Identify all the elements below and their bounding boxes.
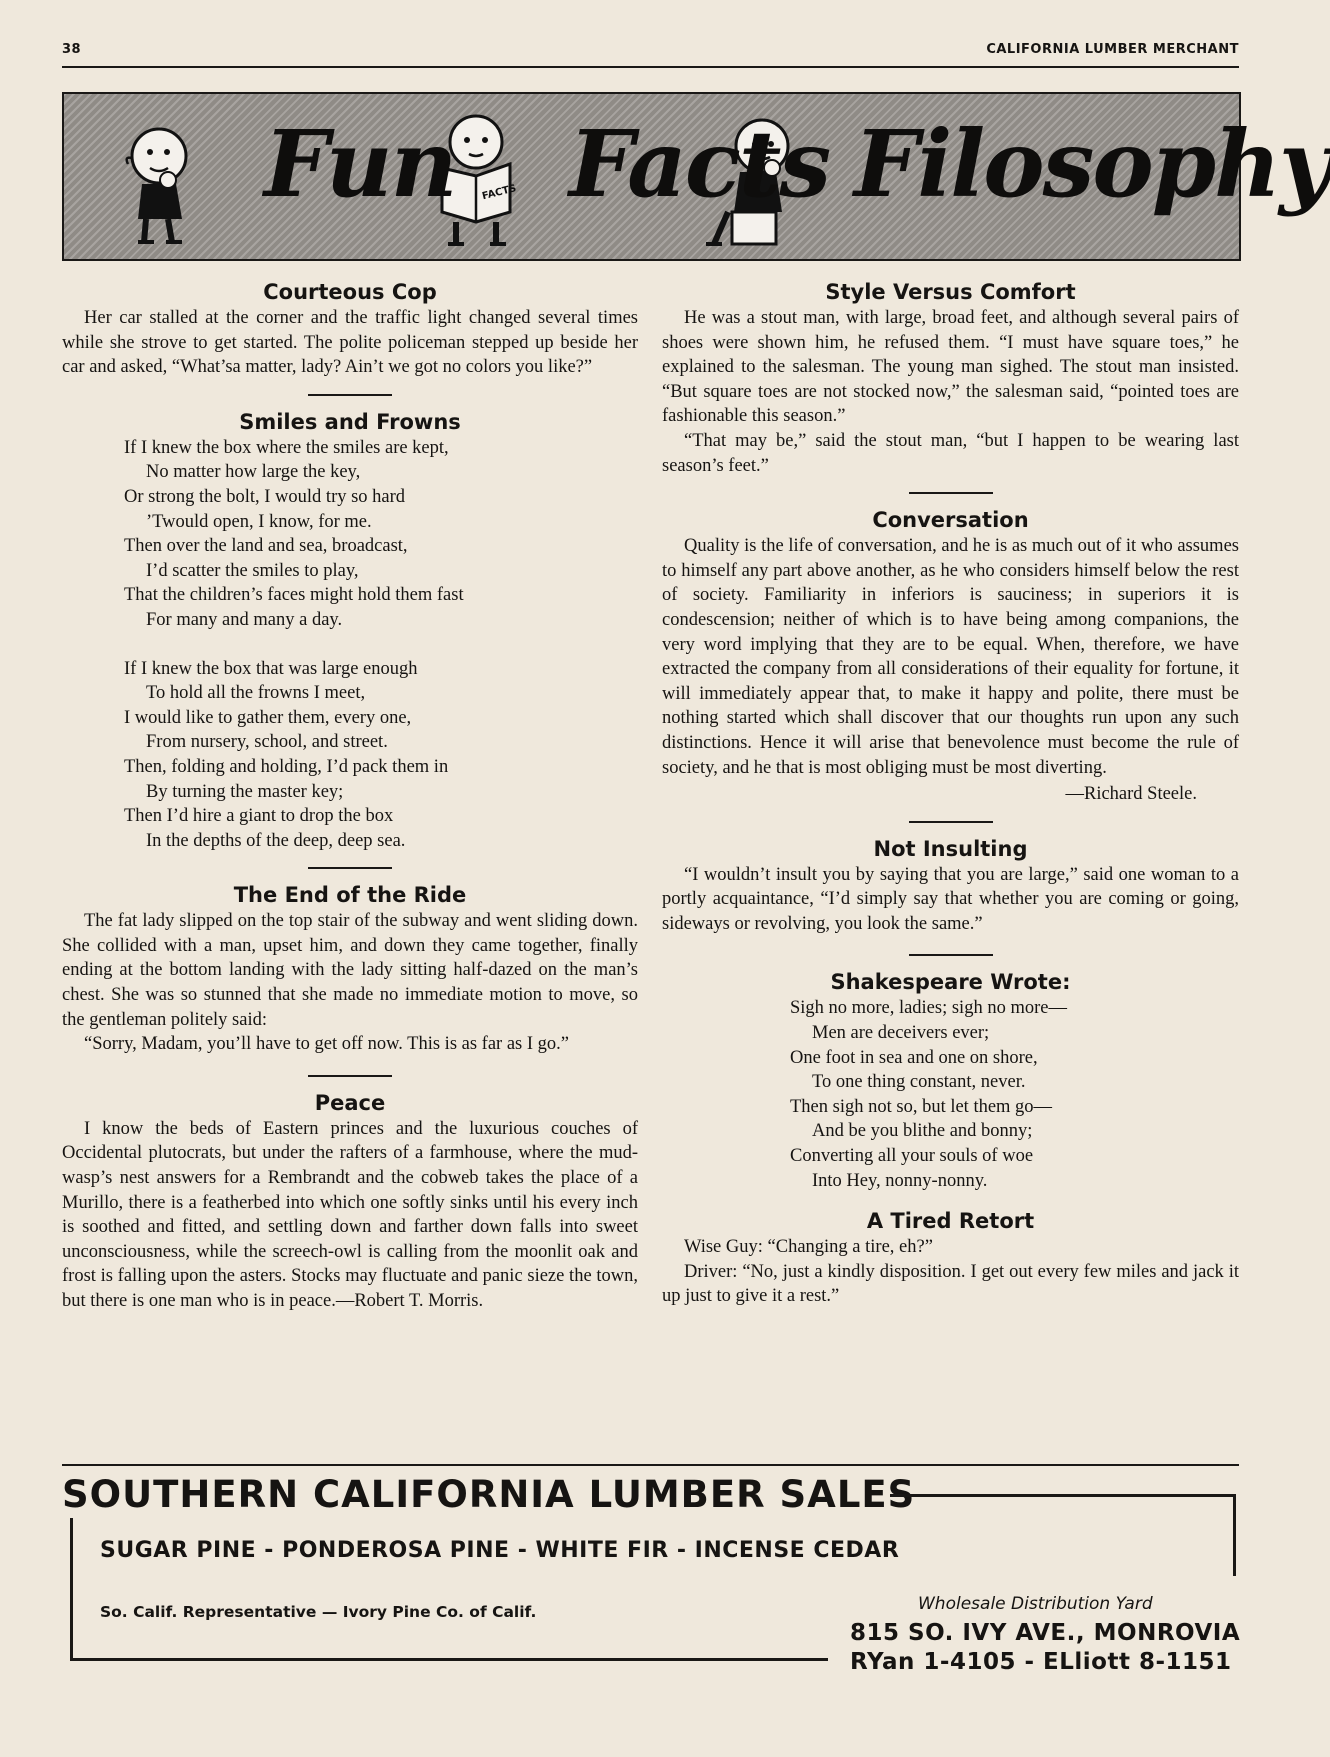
- article-text-courteous-cop: Her car stalled at the corner and the traffic light changed several times while she strove to get started. The polite policeman stepped up beside her car and asked, “What’sa matter, lady? Ain’t we got no colors you like?”: [62, 308, 638, 378]
- ad-frame-bottom: [70, 1658, 828, 1661]
- article-title-conversation: Conversation: [872, 508, 1029, 533]
- ad-wood-types: SUGAR PINE - PONDEROSA PINE - WHITE FIR - INCENSE CEDAR: [100, 1538, 900, 1563]
- poem-line: Sigh no more, ladies; sigh no more—: [790, 998, 1067, 1019]
- section-divider: [308, 1075, 392, 1077]
- ad-representative: So. Calif. Representative — Ivory Pine Co. of Calif.: [100, 1603, 537, 1621]
- article-title-not-insulting: Not Insulting: [873, 836, 1028, 861]
- book-label: FACTS: [481, 183, 518, 203]
- stanza-break: [124, 633, 638, 657]
- article-signature-conversation: —Richard Steele.: [1065, 784, 1197, 805]
- magazine-title: CALIFORNIA LUMBER MERCHANT: [986, 42, 1239, 57]
- page-number: 38: [62, 42, 82, 57]
- poem-line: Converting all your souls of woe: [790, 1146, 1034, 1167]
- poem-line: One foot in sea and one on shore,: [790, 1047, 1038, 1068]
- article-text-tired-retort-1: Wise Guy: “Changing a tire, eh?”: [684, 1237, 933, 1258]
- poem-line: That the children’s faces might hold them fast: [124, 585, 464, 606]
- article-text-peace: I know the beds of Eastern princes and the luxurious couches of Occidental plutocrats, but under the rafters of a farmhouse, where the mud-wasp’s nest answers for a Rembrandt and the cobweb takes the place of a Murillo, there is a featherbed into which one softly sinks until his every inch is soothed and fitted, and settling down and farther down falls into sweet unconsciousness, while the screech-owl is calling from the moonlit oak and frost is falling upon the asters. Stocks may fluctuate and panic sieze the town, but there is one man who is in peace.—Robert T. Morris.: [62, 1118, 638, 1311]
- banner-word-fun: Fun: [264, 110, 456, 218]
- poem-line: For many and many a day.: [146, 609, 343, 630]
- article-title-peace: Peace: [314, 1090, 386, 1115]
- poem-line: I would like to gather them, every one,: [124, 707, 412, 728]
- article-title-courteous-cop: Courteous Cop: [263, 280, 437, 304]
- header-rule: [62, 66, 1239, 68]
- poem-line: Or strong the bolt, I would try so hard: [124, 486, 406, 507]
- article-title-shakespeare: Shakespeare Wrote:: [830, 970, 1071, 995]
- ad-company-name: SOUTHERN CALIFORNIA LUMBER SALES: [62, 1473, 916, 1516]
- poem-line: No matter how large the key,: [146, 462, 361, 483]
- poem-line: Then over the land and sea, broadcast,: [124, 536, 408, 557]
- poem-line: By turning the master key;: [146, 781, 344, 802]
- article-title-smiles-frowns: Smiles and Frowns: [239, 409, 461, 434]
- thinking-man-icon: [127, 129, 186, 242]
- poem-shakespeare: [662, 996, 1239, 1193]
- ad-yard-label: Wholesale Distribution Yard: [918, 1594, 1153, 1614]
- article-title-style-comfort: Style Versus Comfort: [825, 280, 1076, 304]
- poem-line: Then I’d hire a giant to drop the box: [124, 806, 394, 827]
- poem-line: To one thing constant, never.: [812, 1072, 1026, 1093]
- article-text-end-of-ride-2: “Sorry, Madam, you’ll have to get off now. This is as far as I go.”: [84, 1034, 570, 1055]
- article-text-conversation: Quality is the life of conversation, and he is as much out of it who assumes to himself any part above another, as he who considers himself below the rest of society. Familiarity in inferiors is sauciness; in superiors it is condescension; neither of which is to have being among companions, the very word implying that they are to be equal. When, therefore, we have extracted the company from all considerations of their equality for fortune, it will immediately appear that, to make it happy and polite, there must be nothing started which shall discover that our thoughts run upon any such distinctions. Hence it will arise that benevolence must become the rule of society, and he that is most obliging must be most diverting.: [662, 536, 1239, 778]
- section-divider: [308, 394, 392, 396]
- poem-line: And be you blithe and bonny;: [812, 1121, 1033, 1142]
- article-title-end-of-ride: The End of the Ride: [233, 883, 467, 908]
- poem-line: If I knew the box where the smiles are kept,: [124, 437, 449, 458]
- poem-line: From nursery, school, and street.: [146, 732, 388, 753]
- article-text-style-comfort-2: “That may be,” said the stout man, “but I happen to be wearing last season’s feet.”: [662, 430, 1239, 476]
- fun-facts-filosophy-banner: [62, 92, 1330, 261]
- poem-line: ’Twould open, I know, for me.: [146, 511, 372, 532]
- banner-word-facts: Facts: [569, 110, 830, 218]
- section-divider: [909, 492, 993, 494]
- article-text-style-comfort: He was a stout man, with large, broad feet, and although several pairs of shoes were shown him, he refused them. “I must have square toes,” he explained to the salesman. The young man sighed. The stout man insisted. “But square toes are not stocked now,” the salesman said, “pointed toes are fashionable this season.”: [662, 308, 1239, 427]
- left-column: [62, 278, 638, 1314]
- running-header: [62, 40, 1239, 66]
- poem-line: In the depths of the deep, deep sea.: [146, 830, 406, 851]
- poem-line: Into Hey, nonny-nonny.: [812, 1170, 988, 1191]
- article-title-tired-retort: A Tired Retort: [866, 1209, 1035, 1234]
- section-divider: [909, 821, 993, 823]
- article-text-end-of-ride: The fat lady slipped on the top stair of the subway and went sliding down. She collided with a man, upset him, and down they came together, finally ending at the bottom landing with the lady sitting half-dazed on the man’s chest. She was so stunned that she made no immediate motion to move, so the gentleman politely said:: [62, 911, 638, 1030]
- poem-line: Then sigh not so, but let them go—: [790, 1096, 1053, 1117]
- article-text-tired-retort-2: Driver: “No, just a kindly disposition. I get out every few miles and jack it up just to give it a rest.”: [662, 1261, 1239, 1307]
- poem-line: I’d scatter the smiles to play,: [146, 560, 359, 581]
- article-text-not-insulting: “I wouldn’t insult you by saying that you are large,” said one woman to a portly acquaintance, “I’d simply say that whether you are coming or going, sideways or revolving, you look the same.”: [662, 864, 1239, 934]
- ad-phone-numbers: RYan 1-4105 - ELliott 8-1151: [850, 1649, 1232, 1675]
- poem-line: Then, folding and holding, I’d pack them in: [124, 756, 449, 777]
- banner-word-filosophy: Filosophy: [854, 110, 1330, 218]
- section-divider: [308, 867, 392, 869]
- poem-line: To hold all the frowns I meet,: [146, 683, 366, 704]
- ad-address: 815 SO. IVY AVE., MONROVIA: [850, 1620, 1241, 1646]
- poem-smiles-frowns: [62, 436, 638, 854]
- poem-line: Men are deceivers ever;: [812, 1023, 990, 1044]
- right-column: [662, 278, 1239, 1309]
- ad-frame-right: [1233, 1494, 1236, 1576]
- ad-frame-left: [70, 1518, 73, 1660]
- ad-separator-rule: [62, 1464, 1239, 1466]
- ad-frame-top: [890, 1494, 1236, 1497]
- section-divider: [909, 954, 993, 956]
- poem-line: If I knew the box that was large enough: [124, 658, 418, 679]
